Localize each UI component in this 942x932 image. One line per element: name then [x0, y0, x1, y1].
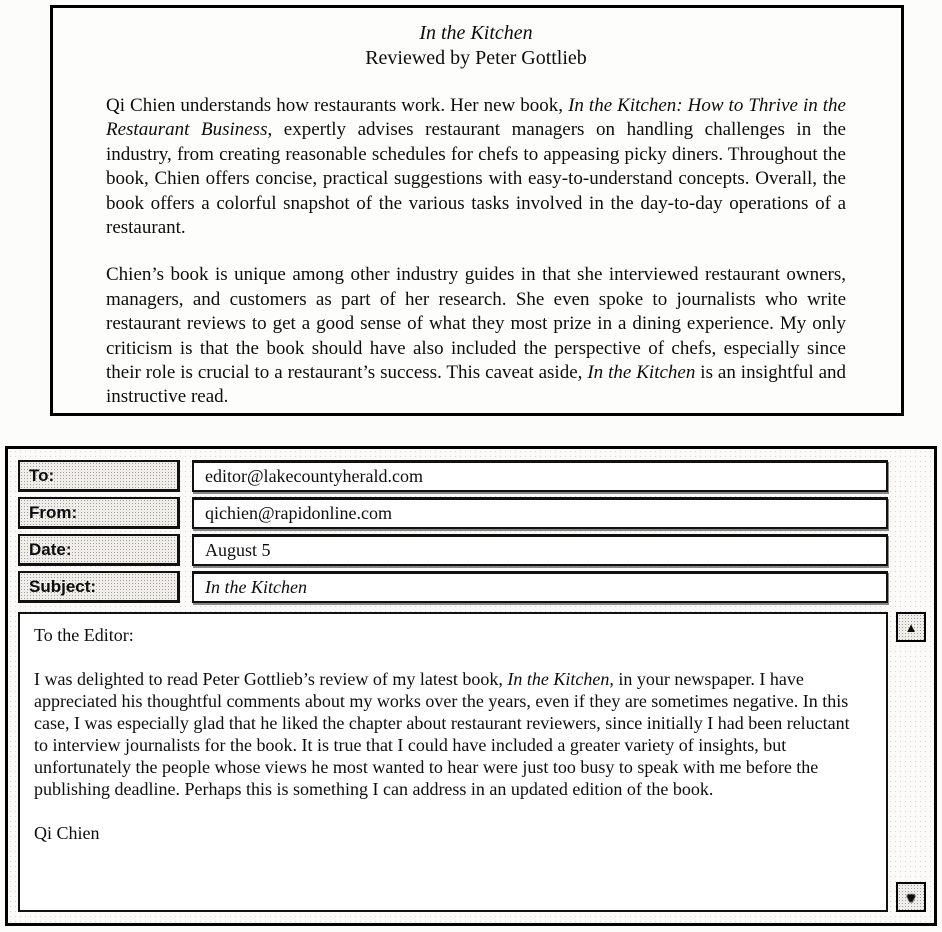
review-body: [106, 94, 846, 410]
to-input[interactable]: editor@lakecountyherald.com: [192, 460, 888, 492]
email-body-paragraph: Qi Chien: [34, 823, 100, 843]
review-title: In the Kitchen: [419, 22, 533, 44]
subject-label: Subject:: [18, 571, 180, 603]
field-row-date: [18, 534, 934, 566]
scroll-up-button[interactable]: [896, 612, 926, 642]
review-byline: Reviewed by Peter Gottlieb: [365, 47, 587, 69]
scroll-down-button[interactable]: [896, 882, 926, 912]
scrollbar-track[interactable]: [888, 612, 934, 912]
from-input[interactable]: qichien@rapidonline.com: [192, 497, 888, 529]
email-body-row: [18, 612, 934, 912]
book-review-panel: [50, 5, 904, 416]
field-row-to: [18, 460, 934, 492]
field-row-subject: [18, 571, 934, 603]
review-paragraph: Chien’s book is unique among other industry guides in that she interviewed restaurant owners, managers, and customers as part of her research. She even spoke to journalists who write restaurant reviews to get a good sense of what they most prize in a dining experience. My only criticism is that the book should have also included the perspective of chefs, especially since their role is crucial to a restaurant’s success. This caveat aside, In the Kitchen is an insightful and instructive read.: [106, 264, 846, 408]
email-body-paragraph: To the Editor:: [34, 625, 134, 645]
field-row-from: [18, 497, 934, 529]
email-body-paragraph: I was delighted to read Peter Gottlieb’s review of my latest book, In the Kitchen, in your newspaper. I have appreciated his thoughtful comments about my works over the years, even if they are sometimes negative. In this case, I was especially glad that he liked the chapter about restaurant reviewers, since initially I had been reluctant to interview journalists for the book. It is true that I could have included a greater variety of insights, but unfortunately the people whose views he most wanted to hear were just too busy to speak with me before the publishing deadline. Perhaps this is something I can address in an updated edition of the book.: [34, 669, 850, 799]
date-label: Date:: [18, 534, 180, 566]
date-input[interactable]: August 5: [192, 534, 888, 566]
email-form-panel: [5, 446, 937, 926]
scroll-down-icon: ▼: [904, 889, 918, 905]
scroll-up-icon: ▲: [904, 619, 918, 635]
to-label: To:: [18, 460, 180, 492]
review-paragraph: Qi Chien understands how restaurants work. Her new book, In the Kitchen: How to Thrive in the Restaurant Business, expertly advises restaurant managers on handling challenges in the industry, from creating reasonable schedules for chefs to appeasing picky diners. Throughout the book, Chien offers concise, practical suggestions with easy-to-understand concepts. Overall, the book offers a colorful snapshot of the various tasks involved in the day-to-day operations of a restaurant.: [106, 95, 846, 239]
subject-input[interactable]: In the Kitchen: [192, 571, 888, 603]
email-body-textarea[interactable]: [18, 612, 888, 912]
from-label: From:: [18, 497, 180, 529]
